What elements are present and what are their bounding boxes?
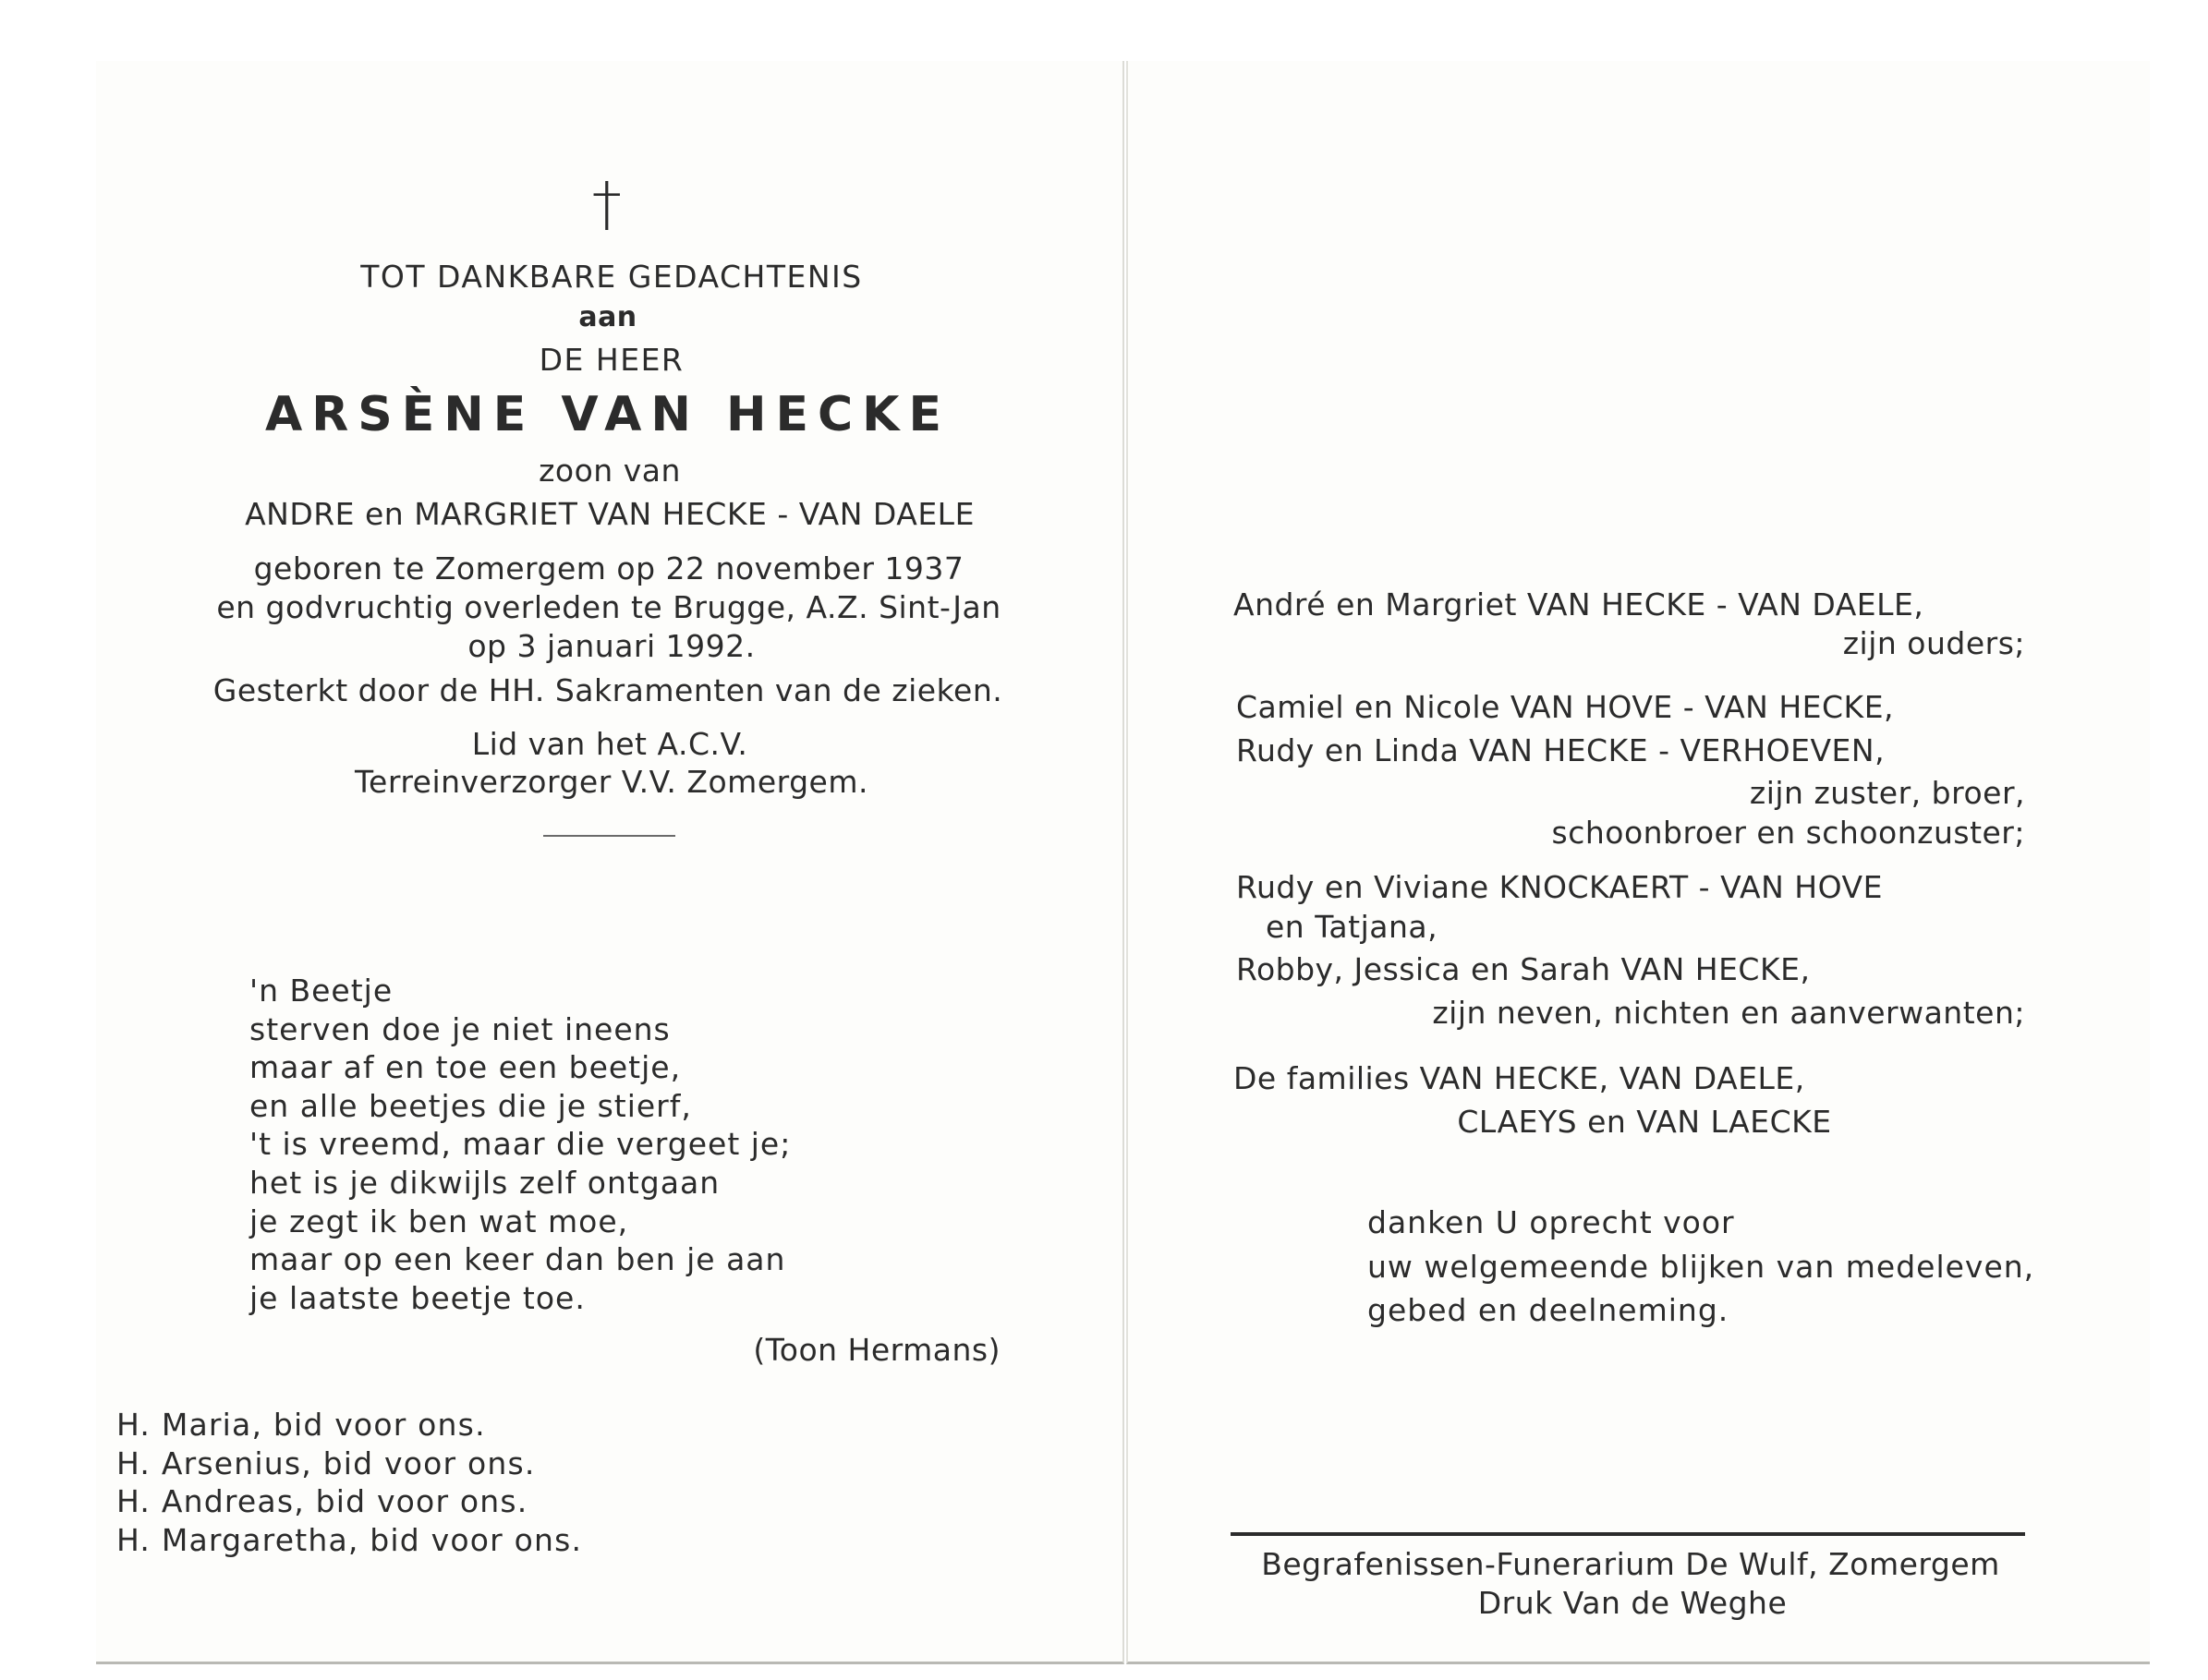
sibling-role: schoonbroer en schoonzuster; [1551,815,2025,851]
poem-line: het is je dikwijls zelf ontgaan [249,1164,721,1201]
aan-label: aan [578,301,637,333]
parents-names: ANDRE en MARGRIET VAN HECKE - VAN DAELE [245,496,975,532]
cross-icon: † [591,171,623,239]
thanks-line: uw welgemeende blijken van medeleven, [1367,1248,2035,1285]
poem-line: je zegt ik ben wat moe, [249,1203,629,1239]
membership-line: Lid van het A.C.V. [471,726,748,762]
heading: TOT DANKBARE GEDACHTENIS [360,259,863,295]
prayer-line: H. Andreas, bid voor ons. [116,1483,528,1520]
death-line: en godvruchtig overleden te Brugge, A.Z. Sint-Jan [216,589,1001,625]
funeral-home: Begrafenissen-Funerarium De Wulf, Zomergem [1261,1546,2000,1582]
poem-author: (Toon Hermans) [753,1332,1001,1368]
nephew-line: Robby, Jessica en Sarah VAN HECKE, [1236,951,1811,987]
prayer-line: H. Arsenius, bid voor ons. [116,1444,536,1481]
sacraments-line: Gesterkt door de HH. Sakramenten van de zieken. [212,672,1003,708]
prayer-list [116,1406,582,1559]
prayer-line: H. Maria, bid voor ons. [116,1407,486,1443]
sibling-role: zijn zuster, broer, [1749,775,2025,811]
parents-line: André en Margriet VAN HECKE - VAN DAELE, [1233,586,1924,622]
poem-line: maar af en toe een beetje, [249,1049,682,1086]
nephew-line: en Tatjana, [1266,909,1438,945]
deceased-name: ARSÈNE VAN HECKE [264,387,952,442]
nephew-role: zijn neven, nichten en aanverwanten; [1432,995,2025,1031]
divider-short [543,835,675,837]
poem-line: en alle beetjes die je stierf, [249,1087,692,1124]
card-right-panel [1126,61,2150,1664]
birth-line: geboren te Zomergem op 22 november 1937 [253,550,964,586]
nephew-line: Rudy en Viviane KNOCKAERT - VAN HOVE [1236,869,1883,905]
occupation-line: Terreinverzorger V.V. Zomergem. [354,764,869,800]
death-date: op 3 januari 1992. [467,628,756,664]
families-line: De families VAN HECKE, VAN DAELE, [1233,1060,1805,1096]
prayer-line: H. Margaretha, bid voor ons. [116,1521,583,1558]
poem-line: maar op een keer dan ben je aan [249,1241,786,1278]
poem-line: sterven doe je niet ineens [249,1010,671,1047]
divider-long [1231,1532,2025,1536]
thanks-line: danken U oprecht voor [1367,1204,1735,1240]
families-line: CLAEYS en VAN LAECKE [1457,1104,1832,1140]
sibling-line: Camiel en Nicole VAN HOVE - VAN HECKE, [1236,689,1895,725]
printer-credit: Druk Van de Weghe [1477,1585,1788,1621]
poem-line: 'n Beetje [249,973,394,1009]
son-of-label: zoon van [539,453,681,489]
poem [249,972,791,1317]
sibling-line: Rudy en Linda VAN HECKE - VERHOEVEN, [1236,732,1886,768]
poem-line: 't is vreemd, maar die vergeet je; [249,1126,792,1163]
title-de-heer: DE HEER [539,342,685,378]
thanks-block [1367,1201,2034,1333]
parents-role: zijn ouders; [1842,625,2025,661]
thanks-line: gebed en deelneming. [1367,1292,1729,1328]
poem-line: je laatste beetje toe. [249,1279,586,1316]
